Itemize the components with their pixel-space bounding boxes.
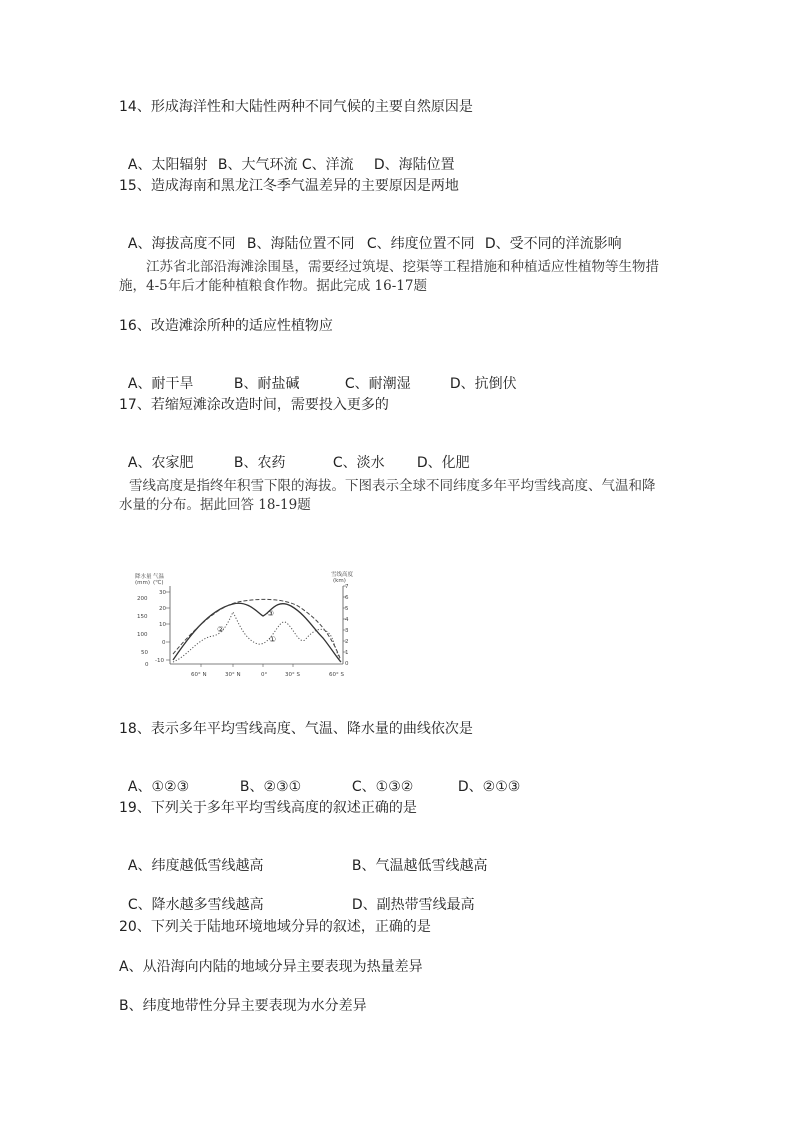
passage-1-line-2: 施，4-5年后才能种植粮食作物。据此完成 16-17题 bbox=[119, 278, 427, 294]
passage-2-line-1: 雪线高度是指终年积雪下限的海拔。下图表示全球不同纬度多年平均雪线高度、气温和降 bbox=[129, 478, 656, 494]
passage-2-line-2: 水量的分布。据此回答 18-19题 bbox=[119, 497, 311, 513]
option-a: A、农家肥 bbox=[127, 455, 194, 471]
snowline-axis-title: 雪线高度 bbox=[331, 572, 354, 578]
temp-axis-title: 气温 bbox=[153, 574, 165, 580]
option-d: D、海陆位置 bbox=[373, 157, 455, 173]
option-d: D、化肥 bbox=[416, 455, 470, 471]
temp-tick: 0 bbox=[162, 640, 166, 646]
snowline-tick: 4 bbox=[345, 617, 349, 623]
precip-tick: 150 bbox=[137, 614, 148, 620]
question-17-stem: 17、若缩短滩涂改造时间，需要投入更多的 bbox=[119, 397, 389, 413]
curve-label-3: ③ bbox=[267, 609, 275, 618]
temp-axis-unit: (℃) bbox=[153, 580, 164, 586]
precip-tick: 200 bbox=[137, 596, 148, 602]
x-tick: 60° S bbox=[329, 672, 344, 678]
option-c: C、①③② bbox=[351, 779, 414, 795]
temp-tick: 30 bbox=[159, 590, 166, 596]
question-16-options bbox=[119, 357, 517, 393]
option-d: D、抗倒伏 bbox=[449, 376, 517, 392]
question-14-options bbox=[119, 138, 455, 174]
option-b: B、②③① bbox=[239, 779, 302, 795]
temp-tick: 20 bbox=[159, 606, 166, 612]
snowline-tick: 6 bbox=[345, 595, 349, 601]
option-b: B、大气环流 bbox=[217, 157, 298, 173]
question-19-stem: 19、下列关于多年平均雪线高度的叙述正确的是 bbox=[119, 800, 417, 816]
precip-axis-title: 降水量 bbox=[135, 574, 152, 580]
option-a: A、太阳辐射 bbox=[127, 157, 208, 173]
curve-3-line bbox=[173, 603, 341, 662]
option-a: A、①②③ bbox=[127, 779, 190, 795]
option-d: D、②①③ bbox=[457, 779, 521, 795]
option-a: A、纬度越低雪线越高 bbox=[127, 858, 264, 874]
question-15-stem: 15、造成海南和黑龙江冬季气温差异的主要原因是两地 bbox=[119, 178, 459, 194]
question-18-options bbox=[119, 760, 520, 796]
snowline-tick: 5 bbox=[345, 606, 349, 612]
question-17-options bbox=[119, 436, 470, 472]
option-a: A、海拔高度不同 bbox=[127, 236, 236, 252]
option-c: C、纬度位置不同 bbox=[366, 236, 475, 252]
option-c: C、洋流 bbox=[301, 157, 354, 173]
option-b: B、耐盐碱 bbox=[233, 376, 300, 392]
snowline-temperature-precipitation-figure bbox=[133, 568, 359, 680]
option-c: C、耐潮湿 bbox=[344, 376, 411, 392]
temp-tick: -10 bbox=[155, 658, 164, 664]
question-15-options bbox=[119, 217, 622, 253]
question-19-options-row-2 bbox=[119, 878, 475, 914]
snowline-tick: 2 bbox=[345, 639, 349, 645]
x-tick: 60° N bbox=[191, 672, 207, 678]
option-b: B、农药 bbox=[233, 455, 286, 471]
question-20-stem: 20、下列关于陆地环境地域分异的叙述，正确的是 bbox=[119, 919, 431, 935]
snowline-axis-unit: (km) bbox=[333, 578, 346, 584]
option-d: D、副热带雪线最高 bbox=[351, 897, 475, 913]
temp-tick: 10 bbox=[159, 622, 166, 628]
question-18-stem: 18、表示多年平均雪线高度、气温、降水量的曲线依次是 bbox=[119, 721, 473, 737]
precip-tick: 50 bbox=[141, 650, 148, 656]
precip-axis-unit: (mm) bbox=[135, 580, 151, 586]
option-a: A、耐干旱 bbox=[127, 376, 194, 392]
snowline-tick: 7 bbox=[345, 584, 349, 590]
option-c: C、降水越多雪线越高 bbox=[127, 897, 264, 913]
option-b: B、海陆位置不同 bbox=[246, 236, 355, 252]
question-19-options-row-1 bbox=[119, 839, 488, 875]
snowline-tick: 3 bbox=[345, 628, 349, 634]
question-14-stem: 14、形成海洋性和大陆性两种不同气候的主要自然原因是 bbox=[119, 99, 473, 115]
passage-1-line-1: 江苏省北部沿海滩涂围垦，需要经过筑堤、挖渠等工程措施和种植适应性植物等生物措 bbox=[146, 259, 659, 275]
question-20-option-b: B、纬度地带性分异主要表现为水分差异 bbox=[119, 998, 367, 1014]
x-tick: 0° bbox=[261, 672, 268, 678]
option-b: B、气温越低雪线越高 bbox=[351, 858, 488, 874]
option-d: D、受不同的洋流影响 bbox=[484, 236, 622, 252]
snowline-tick: 1 bbox=[345, 650, 349, 656]
precip-tick: 100 bbox=[137, 632, 148, 638]
option-c: C、淡水 bbox=[332, 455, 385, 471]
x-tick: 30° N bbox=[225, 672, 241, 678]
question-20-option-a: A、从沿海向内陆的地域分异主要表现为热量差异 bbox=[119, 959, 423, 975]
x-tick: 30° S bbox=[285, 672, 300, 678]
question-16-stem: 16、改造滩涂所种的适应性植物应 bbox=[119, 318, 333, 334]
precip-tick: 0 bbox=[145, 662, 149, 668]
curve-label-1: ① bbox=[269, 635, 277, 644]
snowline-tick: 0 bbox=[345, 661, 349, 667]
curve-label-2: ② bbox=[217, 625, 225, 634]
